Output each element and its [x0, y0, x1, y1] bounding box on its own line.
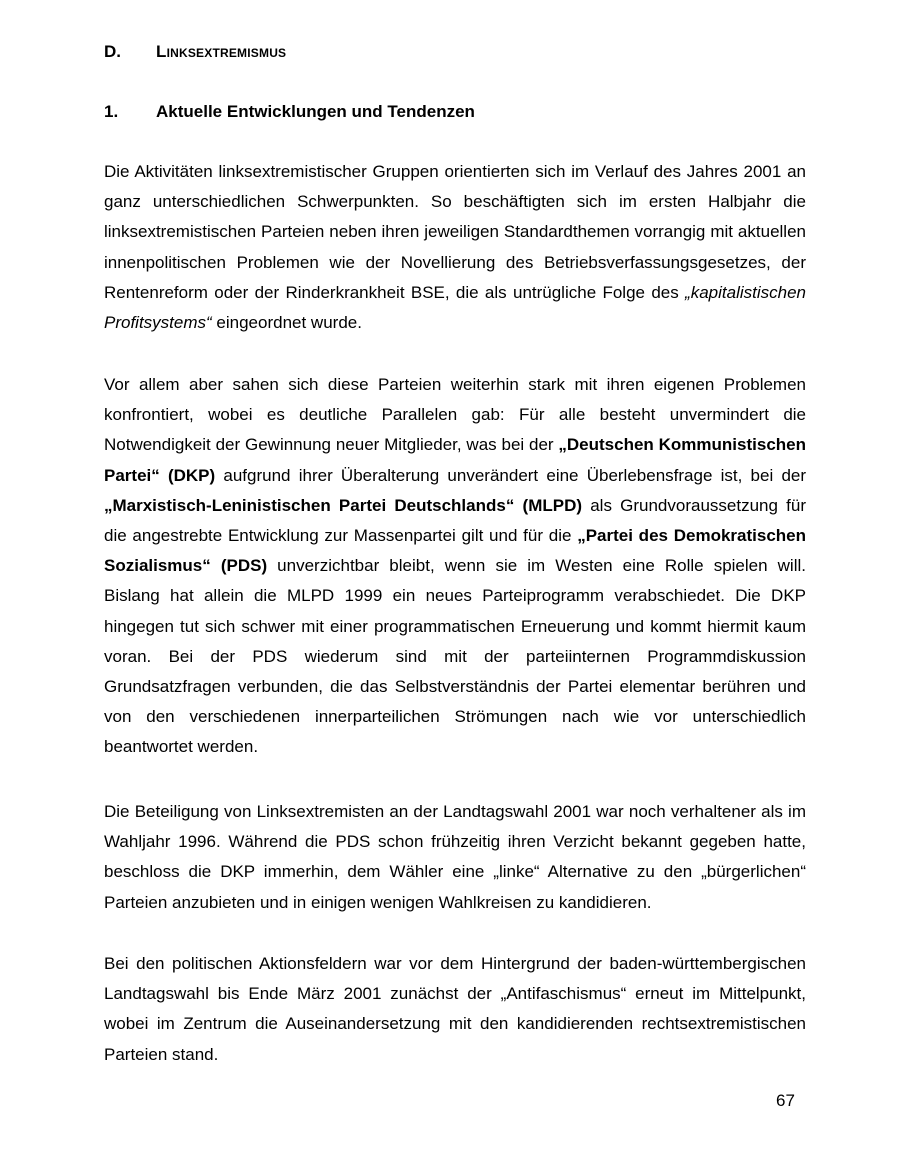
quote-text: „kapitalistischen Profitsystems“	[104, 282, 806, 333]
party-name-pds: „Partei des Demokratischen Sozialismus“ (PDS)	[104, 526, 806, 576]
section-number: 1.	[104, 102, 119, 121]
paragraph-action-fields: Bei den politischen Aktionsfeldern war vor dem Hintergrund der baden-württembergischen Landtagswahl bis Ende März 2001 zunächst der „Antifaschismus“ erneut im Mittelpunkt, wobei im Zentrum die Auseinandersetzung mit den kandidierenden rechtsextremistischen Parteien stand.	[104, 954, 806, 1064]
paragraph-text: aufgrund ihrer Überalterung unverändert eine Überlebensfrage ist, bei der	[215, 465, 807, 485]
section-heading	[104, 102, 475, 122]
party-name-mlpd: „Marxistisch-Leninistischen Partei Deutschlands“ (MLPD)	[104, 495, 583, 515]
chapter-heading	[104, 42, 286, 62]
section-title: Aktuelle Entwicklungen und Tendenzen	[156, 102, 475, 121]
paragraph-activities	[104, 157, 806, 338]
party-name-dkp: „Deutschen Kommunistischen Partei“ (DKP)	[104, 435, 806, 485]
paragraph-text: Die Aktivitäten linksextremistischer Gruppen orientierten sich im Verlauf des Jahres 2001 an ganz unterschiedlichen Schwerpunkten. So beschäftigten sich im ersten Halbjahr die linksextremistischen Parteien neben ihren jeweiligen Standardthemen vorrangig mit aktuellen innenpolitischen Problemen wie der Novellierung des Betriebsverfassungsgesetzes, der Rentenreform oder der Rinderkrankheit BSE, die als untrügliche Folge des	[104, 162, 806, 302]
paragraph-text: unverzichtbar bleibt, wenn sie im Westen eine Rolle spielen will. Bislang hat allein die MLPD 1999 ein neues Parteiprogramm verabschiedet. Die DKP hingegen tut sich schwer mit einer programmatischen Erneuerung und kommt hiermit kaum voran. Bei der PDS wiederum sind mit der parteiinternen Programmdiskussion Grundsatzfragen verbunden, die das Selbstverständnis der Partei elementar berühren und von den verschiedenen innerparteilichen Strömungen nach wie vor unterschiedlich beantwortet werden.	[104, 556, 806, 757]
page-number: 67	[776, 1091, 795, 1110]
paragraph-text: eingeordnet wurde.	[211, 313, 362, 333]
paragraph-party-problems	[104, 370, 806, 763]
chapter-title: Linksextremismus	[156, 42, 287, 61]
paragraph-text: als Grundvoraussetzung für die angestrebte Entwicklung zur Massenpartei gilt und für die	[104, 495, 806, 546]
paragraph-election: Die Beteiligung von Linksextremisten an der Landtagswahl 2001 war noch verhaltener als im Wahljahr 1996. Während die PDS schon frühzeitig ihren Verzicht bekannt gegeben hatte, beschloss die DKP immerhin, dem Wähler eine „linke“ Alternative zu den „bürgerlichen“ Parteien anzubieten und in einigen wenigen Wahlkreisen zu kandidieren.	[104, 802, 806, 912]
chapter-number: D.	[104, 42, 121, 61]
paragraph-text: Vor allem aber sahen sich diese Parteien weiterhin stark mit ihren eigenen Problemen konfrontiert, wobei es deutliche Parallelen gab: Für alle besteht unvermindert die Notwendigkeit der Gewinnung neuer Mitglieder, was bei der	[104, 375, 806, 455]
